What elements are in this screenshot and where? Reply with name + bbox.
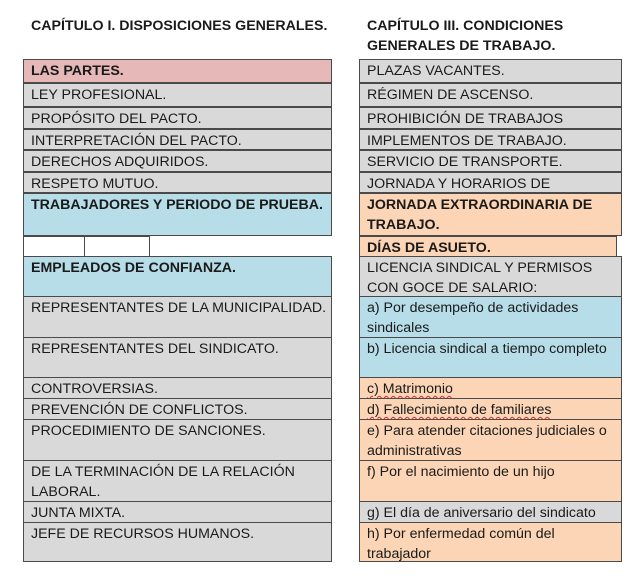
right-row-regimen: RÉGIMEN DE ASCENSO. (359, 83, 622, 107)
right-row-licencia-sindical: LICENCIA SINDICAL Y PERMISOS CON GOCE DE SALARIO: (359, 256, 622, 297)
left-row-junta-mixta: JUNTA MIXTA. (23, 501, 332, 523)
left-row-terminacion: DE LA TERMINACIÓN DE LA RELACIÓN LABORAL. (23, 460, 332, 502)
right-row-d-fallecimiento (359, 398, 622, 420)
right-row-f-nacimiento: f) Por el nacimiento de un hijo (359, 460, 622, 502)
right-row-b-licencia: b) Licencia sindical a tiempo completo (359, 337, 622, 378)
right-row-h-enfermedad: h) Por enfermedad común del trabajador (359, 522, 622, 562)
left-row-empleados-confianza: EMPLEADOS DE CONFIANZA. (23, 256, 332, 297)
left-row-controversias: CONTROVERSIAS. (23, 377, 332, 399)
right-row-c-matrimonio (359, 377, 622, 399)
right-row-implementos: IMPLEMENTOS DE TRABAJO. (359, 129, 622, 150)
left-chapter-title: CAPÍTULO I. DISPOSICIONES GENERALES. (31, 18, 328, 34)
right-row-g-aniversario: g) El día de aniversario del sindicato (359, 501, 622, 523)
right-row-d-text: d) Fallecimiento de familiares (367, 402, 552, 418)
right-row-e-citaciones: e) Para atender citaciones judiciales o administrativas (359, 419, 622, 461)
right-row-plazas: PLAZAS VACANTES. (359, 59, 622, 83)
right-row-jornada-extraordinaria: JORNADA EXTRAORDINARIA DE TRABAJO. (359, 193, 622, 236)
left-row-procedimiento: PROCEDIMIENTO DE SANCIONES. (23, 419, 332, 461)
left-row-las-partes: LAS PARTES. (23, 59, 332, 83)
left-row-prevencion: PREVENCIÓN DE CONFLICTOS. (23, 398, 332, 420)
left-row-interpretacion: INTERPRETACIÓN DEL PACTO. (23, 129, 332, 150)
left-row-respeto: RESPETO MUTUO. (23, 172, 332, 193)
left-row-derechos: DERECHOS ADQUIRIDOS. (23, 150, 332, 172)
left-row-representantes-sindicato: REPRESENTANTES DEL SINDICATO. (23, 337, 332, 378)
right-row-dias-asueto: DÍAS DE ASUETO. (359, 236, 617, 257)
left-row-ley-profesional: LEY PROFESIONAL. (23, 83, 332, 107)
left-row-trabajadores: TRABAJADORES Y PERIODO DE PRUEBA. (23, 193, 332, 236)
right-row-a-desempeno: a) Por desempeño de actividades sindicales (359, 296, 622, 338)
right-row-transporte: SERVICIO DE TRANSPORTE. (359, 150, 622, 172)
right-chapter-title: CAPÍTULO III. CONDICIONES GENERALES DE TRABAJO. (367, 18, 564, 54)
left-row-representantes-municipalidad: REPRESENTANTES DE LA MUNICIPALIDAD. (23, 296, 332, 338)
right-row-jornada-horarios: JORNADA Y HORARIOS DE (359, 172, 622, 193)
left-row-proposito: PROPÓSITO DEL PACTO. (23, 107, 332, 129)
right-row-c-text: c) Matrimonio (367, 381, 453, 397)
left-empty-cell-2 (84, 236, 150, 257)
left-empty-cell-1 (23, 236, 85, 257)
right-row-prohibicion: PROHIBICIÓN DE TRABAJOS (359, 107, 622, 129)
left-row-jefe-rrhh: JEFE DE RECURSOS HUMANOS. (23, 522, 332, 562)
